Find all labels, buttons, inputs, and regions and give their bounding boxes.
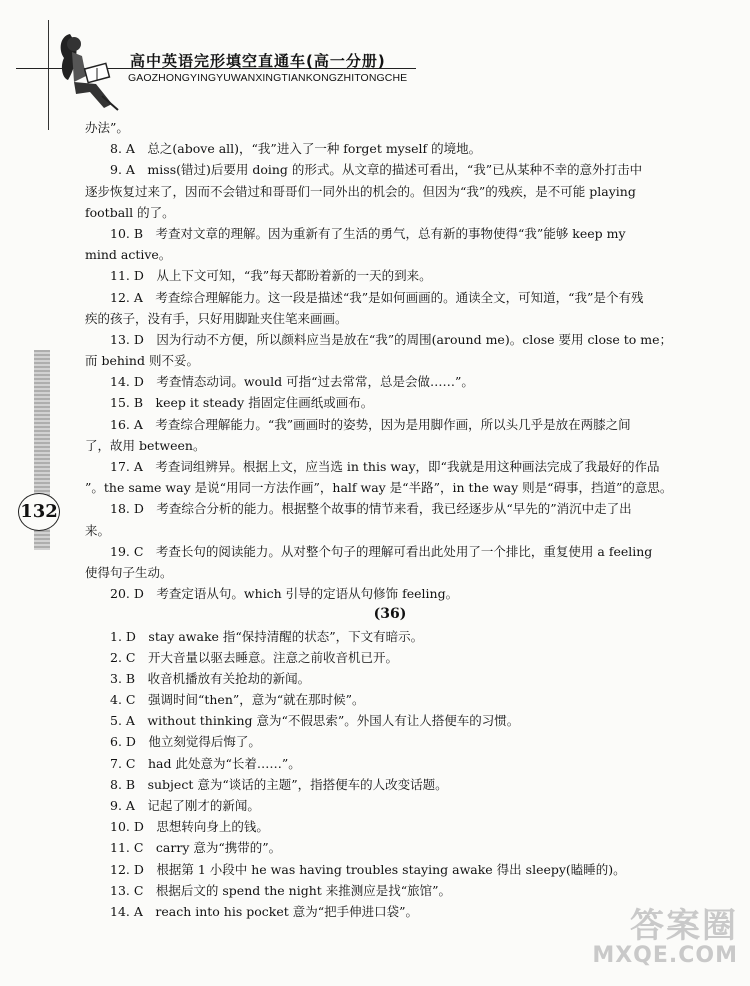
text-line: 12. D 根据第 1 小段中 he was having troubles staying awake 得出 sleepy(瞌睡的)。: [110, 861, 626, 877]
text-line: 5. A without thinking 意为“不假思索”。外国人有让人搭便车的习惯。: [110, 713, 520, 729]
text-line: 6. D 他立刻觉得后悔了。: [110, 734, 261, 750]
text-line: 10. B 考查对文章的理解。因为重新有了生活的勇气，总有新的事物使得“我”能够 keep my: [110, 225, 626, 241]
text-line: 8. A 总之(above all)，“我”进入了一种 forget myself 的境地。: [110, 141, 482, 157]
text-line: 4. C 强调时间“then”，意为“就在那时候”。: [110, 692, 365, 708]
header-vertical-rule: [48, 20, 49, 130]
text-line: ”。the same way 是说“用同一方法作画”，half way 是“半路”，in the way 则是“碍事，挡道”的意思。: [85, 480, 673, 496]
text-line: 11. C carry 意为“携带的”。: [110, 840, 282, 856]
answer-text-body: [85, 117, 695, 922]
text-line: 3. B 收音机播放有关抢劫的新闻。: [110, 670, 311, 686]
text-line: 13. D 因为行动不方便，所以颜料应当是放在“我”的周围(around me)。close 要用 close to me；: [110, 331, 673, 347]
text-line: 而 behind 则不妥。: [85, 353, 199, 369]
text-line: football 的了。: [85, 204, 175, 220]
text-line: 14. A reach into his pocket 意为“把手伸进口袋”。: [110, 903, 419, 919]
watermark-url: MXQE.COM: [592, 943, 738, 968]
text-line: 13. C 根据后文的 spend the night 来推测应是找“旅馆”。: [110, 882, 452, 898]
section-title: (36): [373, 606, 407, 623]
text-line: 逐步恢复过来了，因而不会错过和哥哥们一同外出的机会的。但因为“我”的残疾，是不可能 playing: [85, 183, 636, 199]
text-line: 12. A 考查综合理解能力。这一段是描述“我”是如何画画的。通读全文，可知道，“我”是个有残: [110, 289, 644, 305]
header-subtitle: GAOZHONGYINGYUWANXINGTIANKONGZHITONGCHE: [128, 72, 408, 84]
text-line: 7. C had 此处意为“长着……”。: [110, 755, 301, 771]
text-line: 15. B keep it steady 指固定住画纸或画布。: [110, 395, 374, 411]
text-line: 办法”。: [85, 120, 129, 135]
text-line: 20. D 考查定语从句。which 引导的定语从句修饰 feeling。: [110, 586, 459, 602]
reading-girl-illustration: [52, 26, 124, 116]
text-line: 11. D 从上下文可知，“我”每天都盼着新的一天的到来。: [110, 268, 432, 284]
header-title: 高中英语完形填空直通车(高一分册): [130, 52, 386, 70]
text-line: 16. A 考查综合理解能力。“我”画画时的姿势，因为是用脚作画，所以头几乎是放在两膝之间: [110, 416, 631, 432]
text-line: 10. D 思想转向身上的钱。: [110, 819, 269, 835]
page-number: 132: [18, 493, 60, 531]
text-line: 使得句子生动。: [85, 564, 173, 580]
text-line: 9. A miss(错过)后要用 doing 的形式。从文章的描述可看出，“我”已从某种不幸的意外打击中: [110, 162, 643, 178]
site-watermark: [592, 908, 738, 968]
text-line: 来。: [85, 522, 111, 538]
text-line: 2. C 开大音量以驱去睡意。注意之前收音机已开。: [110, 649, 398, 665]
text-line: 疾的孩子，没有手，只好用脚趾夹住笔来画画。: [85, 310, 348, 326]
text-line: mind active。: [85, 247, 172, 263]
text-line: 14. D 考查情态动词。would 可指“过去常常，总是会做……”。: [110, 374, 474, 390]
text-line: 18. D 考查综合分析的能力。根据整个故事的情节来看，我已经逐步从“早先的”消沉中走了出: [110, 501, 632, 517]
text-line: 了，故用 between。: [85, 437, 206, 453]
text-line: 1. D stay awake 指“保持清醒的状态”，下文有暗示。: [110, 628, 424, 644]
text-line: 9. A 记起了刚才的新闻。: [110, 798, 260, 813]
watermark-logo-text: 答案圈: [630, 906, 738, 946]
text-line: 17. A 考查词组辨异。根据上文，应当选 in this way，即“我就是用这种画法完成了我最好的作品: [110, 459, 660, 474]
text-line: 19. C 考查长句的阅读能力。从对整个句子的理解可看出此处用了一个排比，重复使用 a feeling: [110, 543, 653, 559]
text-line: 8. B subject 意为“谈话的主题”，指搭便车的人改变话题。: [110, 776, 448, 792]
